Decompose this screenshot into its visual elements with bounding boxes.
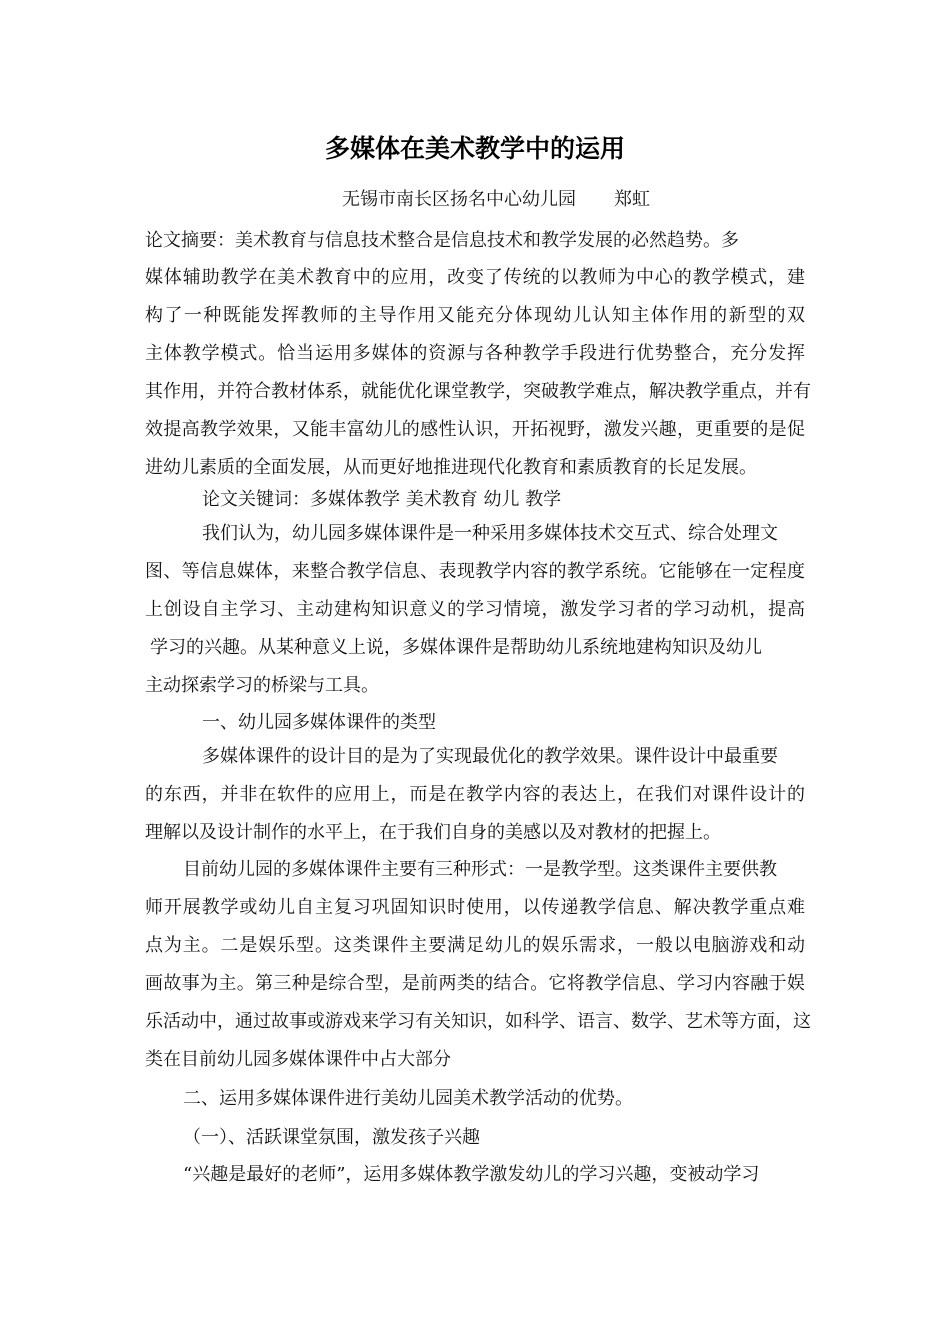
section-heading: 一、幼儿园多媒体课件的类型: [202, 712, 436, 733]
abstract-line: 论文摘要：美术教育与信息技术整合是信息技术和教学发展的必然趋势。多: [145, 230, 739, 251]
section-heading: 二、运用多媒体课件进行美幼儿园美术教学活动的优势。: [183, 1088, 633, 1109]
abstract-line: 主体教学模式。恰当运用多媒体的资源与各种教学手段进行优势整合，充分发挥: [145, 343, 805, 364]
abstract-line: 进幼儿素质的全面发展，从而更好地推进现代化教育和素质教育的长足发展。: [145, 457, 757, 478]
paragraph-line: 多媒体课件的设计目的是为了实现最优化的教学效果。课件设计中最重要: [202, 746, 778, 767]
paragraph-line: 理解以及设计制作的水平上，在于我们自身的美感以及对教材的把握上。: [145, 822, 721, 843]
paragraph-line: 类在目前幼儿园多媒体课件中占大部分: [145, 1049, 451, 1070]
paragraph-line: 画故事为主。第三种是综合型，是前两类的结合。它将教学信息、学习内容融于娱: [145, 973, 805, 994]
paragraph-line: 学习的兴趣。从某种意义上说，多媒体课件是帮助幼儿系统地建构知识及幼儿: [150, 637, 762, 658]
author-name: 郑虹: [614, 189, 650, 210]
paragraph-line: 图、等信息媒体，来整合教学信息、表现教学内容的教学系统。它能够在一定程度: [145, 561, 805, 582]
author-line: [342, 187, 650, 213]
paragraph-line: 的东西，并非在软件的应用上，而是在教学内容的表达上，在我们对课件设计的: [145, 784, 805, 805]
paragraph-line: 目前幼儿园的多媒体课件主要有三种形式：一是教学型。这类课件主要供教: [183, 859, 777, 880]
abstract-line: 其作用，并符合教材体系，就能优化课堂教学，突破教学难点，解决教学重点，并有: [145, 381, 811, 402]
paragraph-line: 乐活动中，通过故事或游戏来学习有关知识，如科学、语言、数学、艺术等方面，这: [145, 1011, 811, 1032]
paragraph-line: 我们认为，幼儿园多媒体课件是一种采用多媒体技术交互式、综合处理文: [202, 523, 778, 544]
paragraph-line: 师开展教学或幼儿自主复习巩固知识时使用，以传递教学信息、解决教学重点难: [145, 897, 805, 918]
paragraph-line: 点为主。二是娱乐型。这类课件主要满足幼儿的娱乐需求，一般以电脑游戏和动: [145, 935, 805, 956]
paragraph-line: “兴趣是最好的老师”，运用多媒体教学激发幼儿的学习兴趣，变被动学习: [183, 1164, 760, 1185]
subsection-heading: （一）、活跃课堂氛围，激发孩子兴趣: [183, 1127, 480, 1148]
abstract-line: 效提高教学效果，又能丰富幼儿的感性认识，开拓视野，激发兴趣，更重要的是促: [145, 419, 805, 440]
document-title: 多媒体在美术教学中的运用: [324, 134, 625, 163]
paragraph-line: 上创设自主学习、主动建构知识意义的学习情境，激发学习者的学习动机，提高: [145, 599, 805, 620]
abstract-line: 媒体辅助教学在美术教育中的应用，改变了传统的以教师为中心的教学模式，建: [145, 267, 805, 288]
abstract-line: 构了一种既能发挥教师的主导作用又能充分体现幼儿认知主体作用的新型的双: [145, 305, 805, 326]
affiliation: 无锡市南长区扬名中心幼儿园: [342, 189, 576, 210]
keywords-line: 论文关键词：多媒体教学 美术教育 幼儿 教学: [202, 489, 562, 510]
paragraph-line: 主动探索学习的桥梁与工具。: [145, 675, 379, 696]
